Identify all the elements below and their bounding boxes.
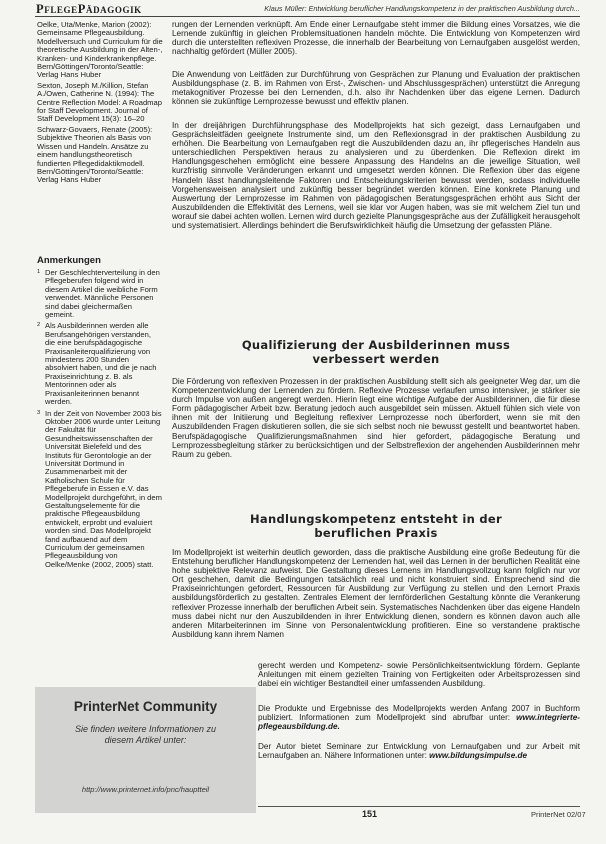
body-paragraph: In der dreijährigen Durchführungsphase des Modellprojekts hat sich gezeigt, dass Lernaufgaben und Gesprächsleitfäden geeignete Instrumente sind, um den Reflexionsgrad in der praktischen Ausbildung zu erhöhen. Die Bearbeitung von Lernaufgaben regt die Auszubildenden dazu an, ihr pflegerisches Handeln aus unterschiedlichen Perspektiven heraus zu analysieren und zu überdenken. Die Reflexion direkt im Handlungsgeschehen ermöglicht eine bessere Anpassung des Handelns an die jeweilige Situation, weil kurzfristig sinnvolle Veränderungen erkannt und umgesetzt werden können. Die Reflexion über das eigene Handeln lässt handlungsleitende Faktoren und Entscheidungskriterien bewusst werden, sodass individuelle Vorgehensweisen analysiert und zukünftig besser begründet werden können. Eine konkrete Planung und Auswertung der Lernprozesse im Rahmen von pädagogischen Beratungsgesprächen erhöht aus Sicht der Auszubildenden die Effektivität des Lernens, weil sie klar vor Augen haben, was sie mit welchem Ziel tun und worauf sie dabei achten wollen. Lernen wird durch gezielte Planungsgespräche aus der Zufälligkeit herausgeholt und systematisiert. Allerdings behindert die Berufswirklichkeit häufig die Umsetzung der gefassten Pläne. — [172, 121, 580, 231]
journal-logo: PflegePädagogik — [36, 2, 142, 16]
note-text: Der Geschlechterverteilung in den Pflegeberufen folgend wird in diesem Artikel die weibliche Form verwendet. Männliche Personen sind dabei gleichermaßen gemeint. — [45, 268, 160, 320]
community-info-box — [35, 687, 256, 813]
section-heading: Qualifizierung der Ausbilderinnen muss verbessert werden — [241, 338, 511, 366]
note-item — [37, 269, 163, 319]
issue-label: PrinterNet 02/07 — [531, 810, 586, 819]
note-text: In der Zeit von November 2003 bis Oktober 2006 wurde unter Leitung der Fakultät für Gesundheitswissenschaften der Universität Bielefeld und des Instituts für Gerontologie an der Universität Dortmund in Zusammenarbeit mit der Katholischen Schule für Pflegeberufe in Essen e.V. das Modellprojekt durchgeführt, in dem Gestaltungselemente für die praktische Pflegeausbildung entwickelt, erprobt und evaluiert worden sind. Das Modellprojekt fand aufbauend auf dem Curriculum der gemeinsamen Pflegeausbildung von Oelke/Menke (2002, 2005) statt. — [45, 408, 162, 569]
body-paragraph: rungen der Lernenden verknüpft. Am Ende einer Lernaufgabe steht immer die Bildung eines Vorsatzes, wie die Lernende zukünftig in gleichen Problemsituationen handeln möchte. Die Entwicklung von Kompetenzen wird durch die unterstellten reflexiven Prozesse, die innerhalb der Bearbeitung von Lernaufgaben ausgelöst werden, nachhaltig gefördert (Müller 2005). — [172, 20, 580, 57]
running-title: Klaus Müller: Entwicklung beruflicher Handlungskompetenz in der praktischen Ausbildung durch... — [264, 4, 580, 13]
body-paragraph: Die Förderung von reflexiven Prozessen in der praktischen Ausbildung stellt sich als geeigneter Weg dar, um die Kompetenzentwicklung der Lernenden zu fördern. Reflexive Prozesse verlaufen umso intensiver, je stärker sie durch Impulse von außen angeregt werden. Hierin liegt eine wichtige Aufgabe der Ausbilderinnen, die für diese Form pädagogischer Arbeit bzw. Beratung jedoch auch ausgebildet sein müssen. Aktuell fühlen sich viele von ihnen mit der Initiierung und Begleitung reflexiver Lernprozesse noch überfordert, wenn sie mit den Auszubildenden Fragen diskutieren sollen, die sie sich selbst noch nie bewusst gestellt und beantwortet haben. Berufspädagogische Qualifizierungsmaßnahmen sind hier gefordert, pädagogische Beratung und Lernprozessbegleitung stärker zu berücksichtigen und der Selbstreflexion der angehenden Ausbilderinnen mehr Raum zu geben. — [172, 377, 580, 459]
reference-list — [37, 21, 163, 187]
reference-item: Schwarz-Govaers, Renate (2005): Subjektive Theorien als Basis von Wissen und Handeln. Ansätze zu einem handlungstheoretisch fundierten Pflegedidaktikmodell. Bern/Göttingen/Toronto/Seattle: Verlag Hans Huber — [37, 124, 153, 185]
body-paragraph: Im Modellprojekt ist weiterhin deutlich geworden, dass die praktische Ausbildung eine große Bedeutung für die Entstehung beruflicher Handlungskompetenz der Lernenden hat, weil das Lernen in der beruflichen Realität eine hohe subjektive Relevanz aufweist. Die Gestaltung dieses Lernens im Handlungsvollzug kann folglich nur vor Ort geschehen, damit die Bedingungen tatsächlich real und nicht konstruiert sind. Entsprechend sind die Praxiseinrichtungen gefordert, Ressourcen für Ausbildung zur Verfügung zu stellen und den Lernort Praxis ausbildungsförderlich zu gestalten. Zentrales Element der lernförderlichen Gestaltung könnte die Verankerung reflexiver Prozesse innerhalb der beruflichen Arbeit sein. Systematisches Nachdenken über das eigene Handeln muss dabei nicht nur den Auszubildenden in ihrer Entwicklung dienen, sondern es können davon auch alle anderen Mitarbeiterinnen im Sinne von Personalentwicklung profitieren. Eine so verstandene praktische Ausbildung kann ihrem Namen — [172, 548, 580, 639]
publication-paragraph — [258, 704, 580, 731]
seminar-text: Der Autor bietet Seminare zur Entwicklung von Lernaufgaben und zur Arbeit mit Lernaufgaben an. Nähere Informationen unter: — [258, 742, 580, 761]
note-number: 1 — [37, 269, 41, 275]
page-number: 151 — [362, 809, 378, 819]
footer-divider — [258, 806, 580, 807]
notes-list — [37, 269, 163, 572]
note-number: 3 — [37, 409, 41, 416]
publication-text: Die Produkte und Ergebnisse des Modellprojekts werden Anfang 2007 in Buchform publiziert. Informationen zum Modellprojekt sind abrufbar unter: — [258, 704, 580, 723]
header-divider — [35, 16, 580, 17]
community-box-url: http://www.printernet.info/pnc/hauptteil — [81, 785, 210, 794]
section-heading: Handlungskompetenz entsteht in der beruflichen Praxis — [250, 512, 502, 540]
author-website: www.bildungsimpulse.de — [429, 751, 528, 761]
project-website: www.integrierte-pflegeausbildung.de. — [258, 713, 580, 732]
body-paragraph: gerecht werden und Kompetenz- sowie Persönlichkeitsentwicklung fördern. Geplante Anleitungen mit einem gezielten Training von Fertigkeiten oder Arbeitsprozessen sind dabei ein wichtiger Bestandteil einer umfassenden Ausbildung. — [258, 661, 580, 689]
author-seminar-paragraph — [258, 742, 580, 760]
community-box-title: PrinterNet Community — [73, 699, 218, 714]
notes-heading: Anmerkungen — [37, 255, 101, 266]
note-text: Als Ausbilderinnen werden alle Berufsangehörigen verstanden, die eine berufspädagogische Praxisanleiterqualifizierung von mindestens 200 Stunden absolviert haben, und die je nach Praxiseinrichtung z. B. als Mentorinnen oder als Praxisanleiterinnen benannt werden. — [45, 321, 157, 407]
body-paragraph: Die Anwendung von Leitfäden zur Durchführung von Gesprächen zur Planung und Evaluation der praktischen Ausbildungsphase (z. B. im Rahmen von Erst-, Zwischen- und Abschlussgesprächen) unterstützt die Anregung metakognitiver Prozesse bei den Lernenden, d.h. also ihr Nachdenken über das eigene Lernen. Dadurch können sie zukünftige Lernprozesse bewusst und effektiv planen. — [172, 70, 580, 107]
reference-item: Oelke, Uta/Menke, Marion (2002): Gemeinsame Pflegeausbildung. Modellversuch und Curriculum für die theoretische Ausbildung in der Alten-, Kranken- und Kinderkrankenpflege. Bern/Göttingen/Toronto/Seattle: Verlag Hans Huber — [37, 20, 163, 80]
note-item — [37, 322, 163, 406]
note-number: 2 — [37, 322, 41, 329]
note-item — [37, 410, 163, 570]
community-box-text: Sie finden weitere Informationen zu diesem Artikel unter: — [74, 724, 217, 745]
reference-item: Sexton, Joseph M./Killion, Stefan A./Owen, Catherine N. (1994): The Centre Reflection Model: A Roadmap for Staff Development. Journal of Staff Development 15(3): 16–20 — [37, 80, 162, 124]
